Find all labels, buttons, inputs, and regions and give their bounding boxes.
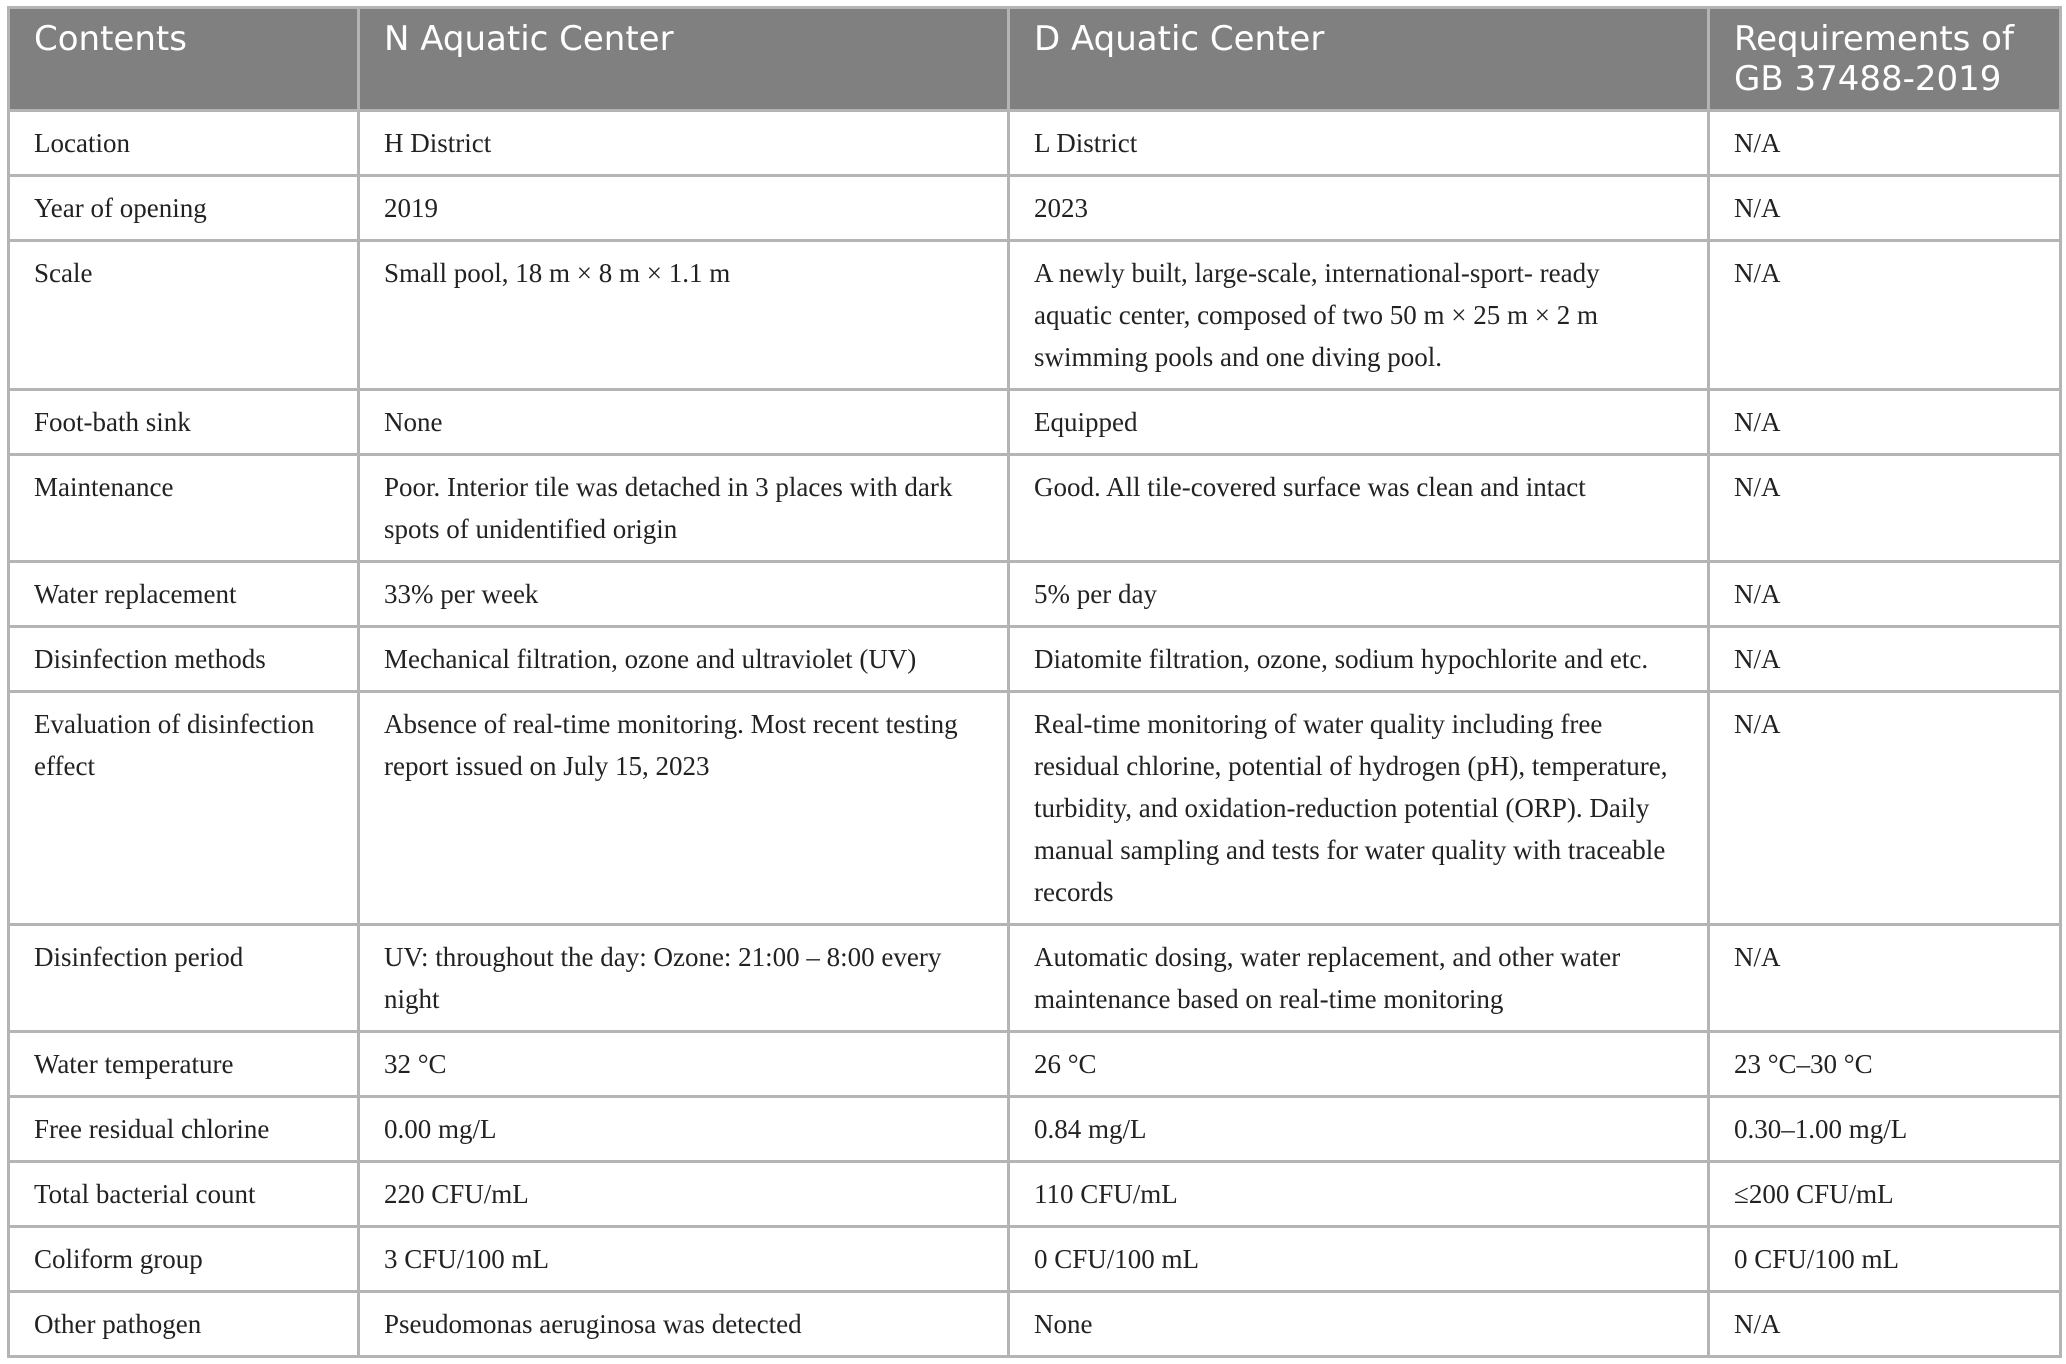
requirement-cell: N/A: [1709, 1292, 2061, 1357]
comparison-table-container: [7, 6, 2059, 1358]
n-center-cell: H District: [359, 111, 1009, 176]
d-center-cell: 0 CFU/100 mL: [1009, 1227, 1709, 1292]
header-n-aquatic-center: N Aquatic Center: [359, 8, 1009, 111]
row-label-cell: Year of opening: [9, 176, 359, 241]
row-label-cell: Disinfection methods: [9, 627, 359, 692]
d-center-cell: Equipped: [1009, 390, 1709, 455]
n-center-cell: Pseudomonas aeruginosa was detected: [359, 1292, 1009, 1357]
n-center-cell: Mechanical filtration, ozone and ultraviolet (UV): [359, 627, 1009, 692]
d-center-cell: None: [1009, 1292, 1709, 1357]
d-center-cell: L District: [1009, 111, 1709, 176]
table-row: [9, 627, 2061, 692]
row-label-cell: Water temperature: [9, 1032, 359, 1097]
table-row: [9, 1292, 2061, 1357]
table-row: [9, 562, 2061, 627]
table-row: [9, 176, 2061, 241]
table-row: [9, 1227, 2061, 1292]
table-row: [9, 390, 2061, 455]
requirement-cell: N/A: [1709, 925, 2061, 1032]
requirement-cell: N/A: [1709, 692, 2061, 925]
row-label-cell: Maintenance: [9, 455, 359, 562]
d-center-cell: 110 CFU/mL: [1009, 1162, 1709, 1227]
table-row: [9, 241, 2061, 390]
table-body: [9, 111, 2061, 1357]
requirement-cell: N/A: [1709, 241, 2061, 390]
header-row: [9, 8, 2061, 111]
row-label-cell: Other pathogen: [9, 1292, 359, 1357]
comparison-table: [7, 6, 2062, 1358]
n-center-cell: UV: throughout the day: Ozone: 21:00 – 8:00 every night: [359, 925, 1009, 1032]
row-label-cell: Free residual chlorine: [9, 1097, 359, 1162]
d-center-cell: 0.84 mg/L: [1009, 1097, 1709, 1162]
d-center-cell: 26 °C: [1009, 1032, 1709, 1097]
requirement-cell: 0.30–1.00 mg/L: [1709, 1097, 2061, 1162]
requirement-cell: N/A: [1709, 562, 2061, 627]
table-row: [9, 111, 2061, 176]
row-label-cell: Disinfection period: [9, 925, 359, 1032]
row-label-cell: Total bacterial count: [9, 1162, 359, 1227]
requirement-cell: N/A: [1709, 627, 2061, 692]
row-label-cell: Evaluation of disinfection effect: [9, 692, 359, 925]
table-row: [9, 455, 2061, 562]
row-label-cell: Foot-bath sink: [9, 390, 359, 455]
d-center-cell: Automatic dosing, water replacement, and other water maintenance based on real-time monitoring: [1009, 925, 1709, 1032]
n-center-cell: Absence of real-time monitoring. Most recent testing report issued on July 15, 2023: [359, 692, 1009, 925]
requirement-cell: N/A: [1709, 176, 2061, 241]
table-row: [9, 1032, 2061, 1097]
table-header: [9, 8, 2061, 111]
header-contents: Contents: [9, 8, 359, 111]
row-label-cell: Location: [9, 111, 359, 176]
d-center-cell: Real-time monitoring of water quality including free residual chlorine, potential of hydrogen (pH), temperature, turbidity, and oxidation-reduction potential (ORP). Daily manual sampling and tests for water quality with traceable records: [1009, 692, 1709, 925]
n-center-cell: 0.00 mg/L: [359, 1097, 1009, 1162]
table-row: [9, 692, 2061, 925]
row-label-cell: Coliform group: [9, 1227, 359, 1292]
n-center-cell: 220 CFU/mL: [359, 1162, 1009, 1227]
d-center-cell: 5% per day: [1009, 562, 1709, 627]
d-center-cell: A newly built, large-scale, international-sport- ready aquatic center, composed of two 50 m × 25 m × 2 m swimming pools and one diving pool.: [1009, 241, 1709, 390]
table-row: [9, 925, 2061, 1032]
requirement-cell: N/A: [1709, 111, 2061, 176]
d-center-cell: Diatomite filtration, ozone, sodium hypochlorite and etc.: [1009, 627, 1709, 692]
d-center-cell: 2023: [1009, 176, 1709, 241]
header-requirements: Requirements of GB 37488-2019: [1709, 8, 2061, 111]
row-label-cell: Water replacement: [9, 562, 359, 627]
n-center-cell: 32 °C: [359, 1032, 1009, 1097]
table-row: [9, 1162, 2061, 1227]
n-center-cell: 2019: [359, 176, 1009, 241]
n-center-cell: Poor. Interior tile was detached in 3 places with dark spots of unidentified origin: [359, 455, 1009, 562]
n-center-cell: 3 CFU/100 mL: [359, 1227, 1009, 1292]
requirement-cell: 0 CFU/100 mL: [1709, 1227, 2061, 1292]
row-label-cell: Scale: [9, 241, 359, 390]
n-center-cell: 33% per week: [359, 562, 1009, 627]
n-center-cell: Small pool, 18 m × 8 m × 1.1 m: [359, 241, 1009, 390]
requirement-cell: ≤200 CFU/mL: [1709, 1162, 2061, 1227]
requirement-cell: N/A: [1709, 390, 2061, 455]
table-row: [9, 1097, 2061, 1162]
requirement-cell: 23 °C–30 °C: [1709, 1032, 2061, 1097]
requirement-cell: N/A: [1709, 455, 2061, 562]
d-center-cell: Good. All tile-covered surface was clean and intact: [1009, 455, 1709, 562]
header-d-aquatic-center: D Aquatic Center: [1009, 8, 1709, 111]
n-center-cell: None: [359, 390, 1009, 455]
